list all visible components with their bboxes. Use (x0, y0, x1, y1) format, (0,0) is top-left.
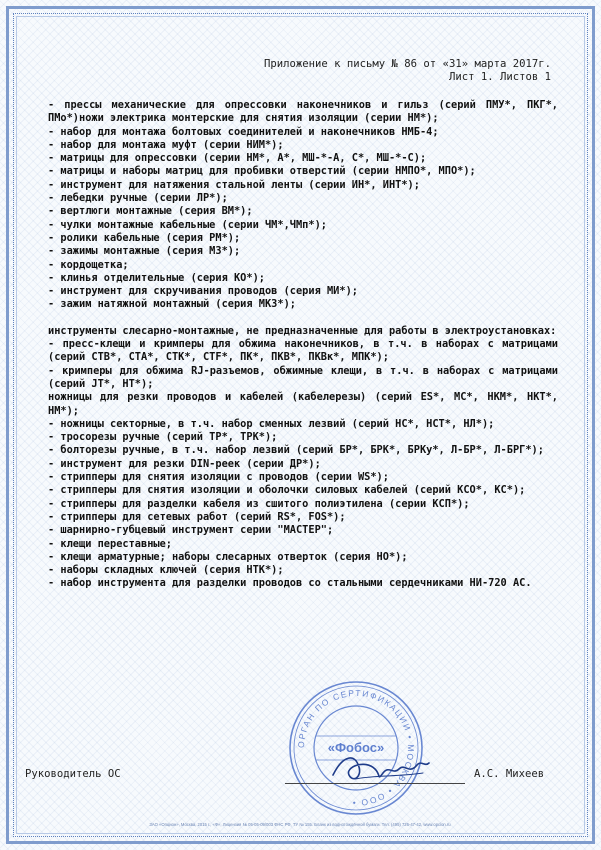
list-item: - пресс-клещи и кримперы для обжима наконечников, в т.ч. в наборах с матрицами (серий СТВ*, СТА*, СТК*, СТF*, ПК*, ПКВ*, ПКВк*, МПК*); (48, 338, 558, 364)
list-item: - ролики кабельные (серия РМ*); (48, 231, 241, 244)
list-item: - зажим натяжной монтажный (серия МКЗ*); (48, 298, 296, 311)
list-item: - вертлюги монтажные (серия ВМ*); (48, 205, 253, 218)
signatory-name: А.С. Михеев (474, 768, 545, 780)
signatory-role: Руководитель ОС (25, 768, 121, 780)
section-intro: инструменты слесарно-монтажные, не предназначенные для работы в электроустановках: (48, 324, 557, 337)
list-item: - инструмент для резки DIN-реек (серии ДР*); (48, 457, 321, 470)
list-item: - клещи переставные; (48, 537, 172, 550)
header-sheet-line: Лист 1. Листов 1 (448, 71, 551, 83)
list-item: - лебедки ручные (серии ЛР*); (48, 192, 228, 205)
list-item: - прессы механические для опрессовки наконечников и гильз (серий ПМУ*, ПКГ*, ПМо*)ножи электрика монтерские для снятия изоляции (серии НМ*); (48, 99, 558, 125)
list-item: - тросорезы ручные (серий ТР*, ТРК*); (48, 431, 278, 444)
list-item: - зажимы монтажные (серия МЗ*); (48, 245, 241, 258)
document-body (48, 99, 558, 591)
list-item: - стрипперы для снятия изоляции с проводов (серии WS*); (48, 471, 389, 484)
list-item: - клещи арматурные; наборы слесарных отверток (серия НО*); (48, 550, 408, 563)
list-item: - матрицы и наборы матриц для пробивки отверстий (серии НМПО*, МПО*); (48, 165, 476, 178)
list-item: - инструмент для натяжения стальной ленты (серии ИН*, ИНТ*); (48, 178, 420, 191)
stamp-ring-text: ОРГАН ПО СЕРТИФИКАЦИИ • МОСКВА • ООО • (295, 687, 417, 809)
stamp-center-text: «Фобос» (327, 740, 385, 755)
header-appendix-line: Приложение к письму № 86 от «31» марта 2017г. (263, 58, 551, 70)
list-item: - матрицы для опрессовки (серии НМ*, А*, МШ-*-А, С*, МШ-*-С); (48, 152, 427, 165)
list-item: - клинья отделительные (серия КО*); (48, 271, 265, 284)
list-item: - набор инструмента для разделки проводов со стальными сердечниками НИ-720 АС. (48, 577, 532, 590)
document-header (264, 58, 551, 84)
list-item: - чулки монтажные кабельные (серии ЧМ*,ЧМп*); (48, 218, 327, 231)
list-item: - стрипперы для разделки кабеля из сшитого полиэтилена (серии КСП*); (48, 497, 470, 510)
list-item: - набор для монтажа муфт (серии НИМ*); (48, 138, 284, 151)
list-item: - шарнирно-губцевый инструмент серии "МАСТЕР"; (48, 524, 334, 537)
list-item: ножницы для резки проводов и кабелей (кабелерезы) (серий ES*, МС*, НКМ*, НКТ*, НМ*); (48, 391, 558, 417)
list-item: - инструмент для скручивания проводов (серия МИ*); (48, 285, 358, 298)
list-item: - стрипперы для сетевых работ (серий RS*, FOS*); (48, 510, 346, 523)
blank-footer: ЗАО «Опцион», Москва, 2015 г., «Ф», Лицензия № 05-05-09/003 ФНС РФ, ТУ № 155. Бланк из воднотождённой бумаги. Тел. (495) 726-47-42, www.opcion.ru (149, 822, 451, 827)
signature-line (285, 783, 465, 784)
list-item: - ножницы секторные, в т.ч. набор сменных лезвий (серий НС*, НСТ*, НЛ*); (48, 417, 495, 430)
list-item: - болторезы ручные, в т.ч. набор лезвий (серий БР*, БРК*, БРКу*, Л-БР*, Л-БРГ*); (48, 444, 544, 457)
list-item: - кордощетка; (48, 258, 129, 271)
list-item: - наборы складных ключей (серия НТК*); (48, 564, 284, 577)
list-item: - стрипперы для снятия изоляции и оболочки силовых кабелей (серий КСО*, КС*); (48, 484, 526, 497)
list-item: - кримперы для обжима RJ-разъемов, обжимные клещи, в т.ч. в наборах с матрицами (серий JT*, НТ*); (48, 364, 558, 390)
list-item: - набор для монтажа болтовых соединителей и наконечников НМБ-4; (48, 125, 439, 138)
